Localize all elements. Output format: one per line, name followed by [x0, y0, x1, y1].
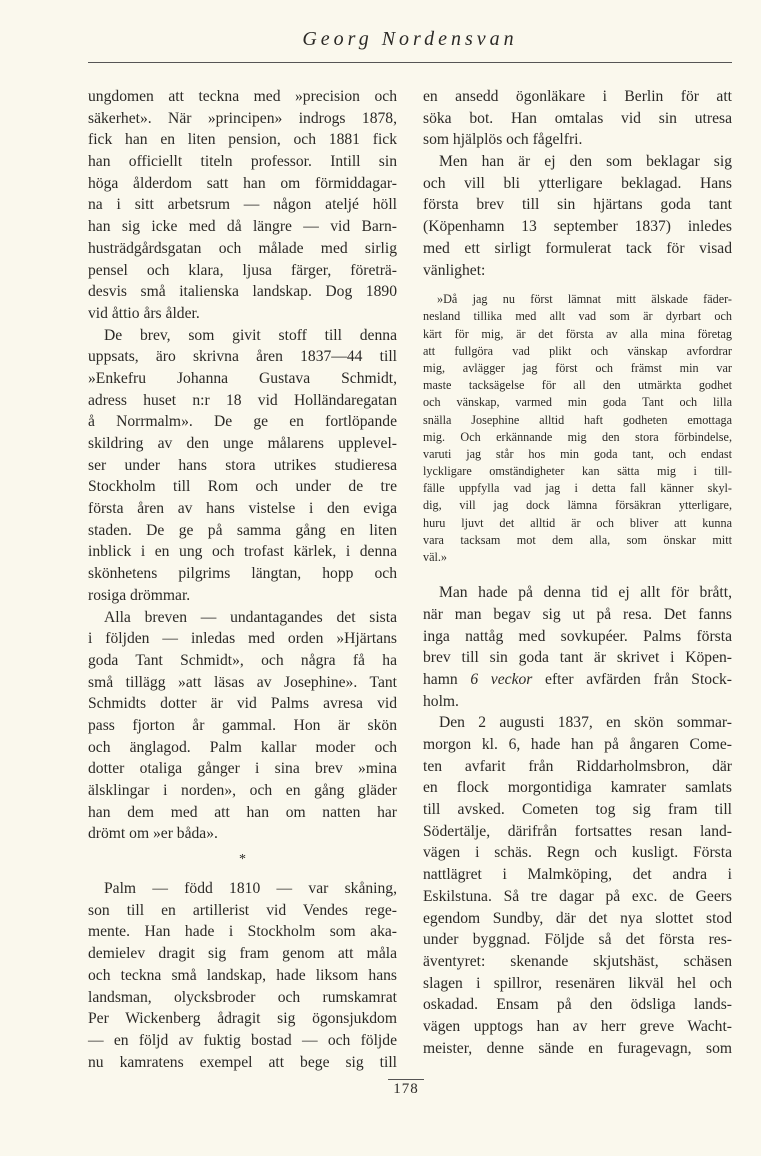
- text-line: inga nattåg med sovkupéer. Palms första: [423, 627, 732, 645]
- right-column: [423, 86, 732, 1059]
- text-line: han officiellt titeln professor. Intill sin: [88, 153, 397, 171]
- text-line: holm.: [423, 692, 459, 710]
- text-line: varuti jag står hos min goda tant, och endast: [423, 446, 732, 461]
- text-line: meister, denne sände en furagevagn, som: [423, 1039, 732, 1057]
- page-number-rule: [388, 1079, 424, 1080]
- text-line: första brev till sin hjärtans goda tant: [423, 196, 732, 214]
- text-line: skönhetens pilgrims längtan, hopp och: [88, 565, 397, 583]
- paragraph: [423, 86, 732, 151]
- text-line: Stockholm till Rom och under de tre: [88, 478, 397, 496]
- text-line: en ansedd ögonläkare i Berlin för att: [423, 88, 732, 105]
- text-line: huru ljuvt det alltid är och bliver att kunna: [423, 515, 732, 530]
- text-line: och vänskap, varmed min goda Tant och lilla: [423, 395, 732, 410]
- text-line: vara tacksam mot dem alla, som önskar mitt: [423, 532, 732, 547]
- page-number: 178: [393, 1081, 419, 1097]
- text-line: mig, avlägger jag först och främst min var: [423, 360, 732, 375]
- text-line: Södertälje, därifrån fortsattes resan land-: [423, 822, 732, 840]
- text-line: ten avfarit från Riddarholmsbron, där: [423, 757, 732, 775]
- paragraph: [423, 712, 732, 1059]
- text-line: uppsats, äro skrivna åren 1837—44 till: [88, 348, 397, 366]
- text-line: desvis små italienska landskap. Dog 1890: [88, 283, 397, 301]
- text-line: fälle uppfylla vad jag i detta fall känner skyl-: [423, 481, 732, 496]
- text-line: mig. Och erkännande mig den stora förbindelse,: [423, 429, 732, 444]
- text-line: under byggnad. Följde så det första res-: [423, 931, 732, 949]
- text-line: lyckligare omständigheter kan sätta mig i till-: [423, 464, 732, 479]
- text-line: små tillägg »att läsas av Josephine». Tant: [88, 673, 397, 691]
- text-line: adress huset n:r 18 vid Holländaregatan: [88, 391, 397, 409]
- text-line: ungdomen att teckna med »precision och: [88, 88, 397, 105]
- text-line: en flock morgontidiga kamrater samlats: [423, 779, 732, 797]
- text-line: Man hade på denna tid ej allt för brått,: [439, 584, 732, 602]
- text-line: maste tacksägelse för all den utmärkta godhet: [423, 378, 732, 393]
- block-quote: [423, 291, 732, 566]
- text-line: vägen i schäs. Regn och kusligt. Första: [423, 844, 732, 862]
- text-line: oskadad. Ensam på den ödsliga lands-: [423, 996, 732, 1014]
- text-line: vid åttio års ålder.: [88, 304, 200, 322]
- text-line: kärt för mig, är det första av alla mina företag: [423, 326, 732, 341]
- text-line: älsklingar i norden», och en gång gläder: [88, 782, 397, 799]
- text-line: demielev dragit sig fram genom att måla: [88, 945, 397, 963]
- text-line: morgon kl. 6, hade han på ångaren Come-: [423, 736, 732, 753]
- paragraph: [88, 878, 397, 1073]
- text-line: vägen upptogs han av herr greve Wacht-: [423, 1017, 732, 1035]
- header-rule: [88, 62, 732, 63]
- text-line: äventyret: skenande skjutshäst, schäsen: [423, 952, 732, 970]
- text-line: Per Wickenberg ådragit sig ögonsjukdom: [88, 1010, 397, 1028]
- text-line: goda Tant Schmidt», och några få ha: [88, 651, 397, 669]
- text-line: Men han är ej den som beklagar sig: [439, 153, 732, 171]
- text-line: — en följd av fuktig bostad — och följde: [88, 1031, 397, 1049]
- paragraph: [423, 151, 732, 281]
- text-line: son till en artillerist vid Vendes rege-: [88, 901, 397, 919]
- text-line: pensel och klara, ljusa färger, företrä-: [88, 261, 397, 279]
- text-line: landsman, olycksbroder och rumskamrat: [88, 988, 397, 1006]
- text-line: och änglagod. Palm kallar moder och: [88, 738, 397, 756]
- text-line: han sig icke med då längre — vid Barn-: [88, 218, 397, 236]
- text-line: fick han en liten pension, och 1881 fick: [88, 131, 397, 149]
- text-line: »Enkefru Johanna Gustava Schmidt,: [88, 369, 397, 387]
- text-line: nattlägret i Malmköping, det andra i: [423, 866, 732, 884]
- text-line: höga ålderdom satt han om förmiddagar-: [88, 174, 397, 192]
- left-column: [88, 86, 397, 1073]
- paragraph: [88, 86, 397, 325]
- text-line: dotter otaliga gånger i sina brev »mina: [88, 760, 397, 778]
- text-line: å Norrmalm». De ge en fortlöpande: [88, 413, 397, 431]
- text-line: när man begav sig ut på resa. Det fanns: [423, 605, 732, 623]
- paragraph: [88, 325, 397, 607]
- text-line: och teckna små landskap, hade liksom hans: [88, 966, 397, 984]
- section-break: *: [239, 852, 246, 868]
- text-line: söka bot. Han omtalas vid sin utresa: [423, 109, 732, 127]
- text-line: säkerhet». När »principen» indrogs 1878,: [88, 109, 397, 127]
- text-line: att fullgöra vad plikt och vänskap avfordrar: [423, 343, 732, 358]
- text-line: Palm — född 1810 — var skåning,: [104, 880, 397, 898]
- text-line: Alla breven — undantagandes det sista: [104, 608, 397, 626]
- text-line: och vill bli ytterligare beklagad. Hans: [423, 174, 732, 192]
- text-line: egendom Sundby, där det nya slottet stod: [423, 909, 732, 927]
- text-line: husträdgårdsgatan och målade med sirlig: [88, 239, 397, 257]
- text-line: staden. De ge på samma gång en liten: [88, 521, 397, 539]
- text-line: Schmidts dotter är vid Palms avresa vid: [88, 695, 397, 713]
- text-line: mente. Han hade i Stockholm som aka-: [88, 923, 397, 941]
- text-line: rosiga drömmar.: [88, 586, 191, 604]
- text-line: Den 2 augusti 1837, en skön sommar-: [439, 714, 732, 732]
- text-line: (Köpenhamn 13 september 1837) inledes: [423, 218, 732, 236]
- text-line: ser under hans stora utrikes studieresa: [88, 456, 397, 474]
- text-line: nu kamratens exempel att bege sig till: [88, 1053, 397, 1071]
- text-line: drömt om »er båda».: [88, 825, 218, 843]
- text-line: han dem med att han om natten har: [88, 803, 397, 821]
- text-line: snälla Josephine alltid haft godheten emottaga: [423, 412, 732, 427]
- text-line: brev till sin goda tant är skrivet i Köpen-: [423, 649, 732, 667]
- text-line: till avsked. Cometen tog sig fram till: [423, 801, 732, 819]
- paragraph: [88, 607, 397, 846]
- text-line: i följden — inledas med orden »Hjärtans: [88, 630, 397, 648]
- text-line: nesland tillika med allt vad som är dyrbart och: [423, 309, 732, 324]
- text-line: Eskilstuna. Så tre dagar på exc. de Geers: [423, 887, 732, 905]
- text-line: hamn 6 veckor efter avfärden från Stock-: [423, 670, 732, 688]
- text-line: pass fjorton år gammal. Hon är skön: [88, 716, 397, 734]
- text-line: väl.»: [423, 550, 448, 564]
- text-line: slagen i spillror, resenären likväl hel och: [423, 974, 732, 992]
- text-line: första åren av hans vistelse i den eviga: [88, 500, 397, 518]
- text-line: inblick i en ung och trofast kärlek, i denna: [88, 543, 397, 561]
- running-header: Georg Nordensvan: [302, 28, 518, 50]
- text-line: som hjälplös och fågelfri.: [423, 131, 583, 149]
- text-line: na i sitt arbetsrum — någon ateljé höll: [88, 196, 397, 214]
- text-line: skildring av den unge målarens upplevel-: [88, 435, 397, 452]
- text-line: vänlighet:: [423, 261, 486, 279]
- text-line: »Då jag nu först lämnat mitt älskade fäder-: [437, 292, 732, 307]
- text-line: dig, vill jag dock lämna försäkran ytterligare,: [423, 498, 732, 513]
- emphasis: 6 veckor: [470, 670, 533, 688]
- text-line: med ett sirligt formulerat tack för visad: [423, 239, 732, 257]
- text-line: De brev, som givit stoff till denna: [104, 326, 397, 344]
- paragraph: [423, 582, 732, 712]
